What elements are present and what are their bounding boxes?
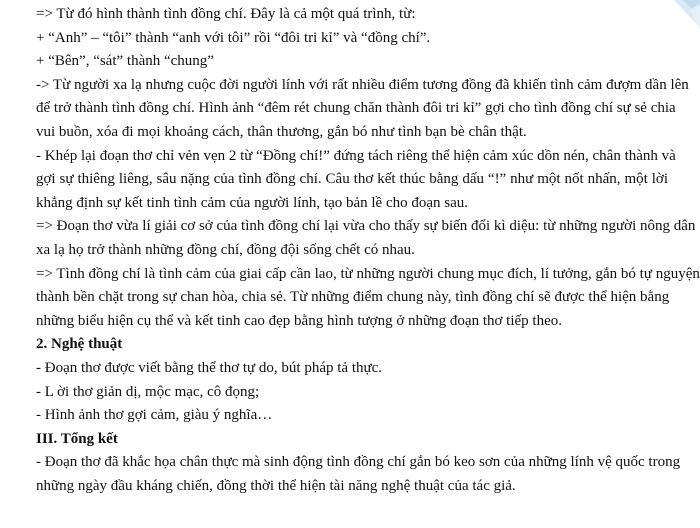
text-line-content: thành bền chặt trong sự chan hòa, chia sẻ. Từ những điểm chung này, tình đồng chí sẽ được thể hiện bằng	[36, 289, 670, 306]
text-line	[36, 97, 676, 121]
text-line	[36, 357, 668, 381]
text-line	[36, 168, 668, 192]
text-line	[36, 192, 668, 216]
text-line-content: khẳng định sự kết tinh tình cảm của người lính, tạo bản lề cho đoạn sau.	[36, 194, 469, 211]
text-line-content: gợi sự thiêng liêng, sâu nặng của tình đồng chí. Câu thơ kết thúc bằng dấu “!” như một nốt nhấn, một lời	[36, 171, 668, 188]
text-line	[36, 215, 696, 239]
text-line-content: -> Từ người xa lạ nhưng cuộc đời người lính với rất nhiều điểm tương đồng đã khiến tình cảm đượm dần lên	[36, 76, 689, 93]
text-line-content: để trở thành tình đồng chí. Hình ảnh “đêm rét chung chăn thành đôi tri kỉ” gợi cho tình đồng chí sự sẻ chia	[36, 100, 676, 117]
text-line	[36, 381, 668, 405]
text-line-content: vui buồn, xóa đi mọi khoảng cách, thân thương, gắn bó như tình bạn bè chân thật.	[36, 123, 527, 140]
text-line-content: những ngày đầu kháng chiến, đồng thời thể hiện tài năng nghệ thuật của tác giả.	[36, 477, 516, 494]
section-heading	[36, 333, 668, 357]
document-body	[36, 3, 700, 498]
text-line-content: - Khép lại đoạn thơ chỉ vẻn vẹn 2 từ “Đồng chí!” đứng tách riêng thể hiện cảm xúc dồn nén, chân thành và	[36, 147, 676, 164]
text-line-content: + “Bên”, “sát” thành “chung”	[36, 53, 214, 70]
text-line-content: => Từ đó hình thành tình đồng chí. Đây là cả một quá trình, từ:	[36, 6, 416, 22]
text-line-content: 2. Nghệ thuật	[36, 336, 123, 353]
text-line-content: => Đoạn thơ vừa lí giải cơ sở của tình đồng chí lại vừa cho thấy sự biến đổi kì diệu: từ những người nông dân	[36, 218, 696, 235]
text-line-content: xa lạ họ trở thành những đồng chí, đồng đội sống chết có nhau.	[36, 241, 415, 258]
text-line	[36, 310, 668, 334]
text-line	[36, 3, 668, 27]
section-heading	[36, 428, 668, 452]
text-line-content: + “Anh” – “tôi” thành “anh với tôi” rồi “đôi tri kỉ” và “đồng chí”.	[36, 29, 431, 46]
text-line-content: III. Tổng kết	[36, 430, 118, 447]
text-line	[36, 50, 668, 74]
text-line	[36, 27, 668, 51]
text-line	[36, 74, 689, 98]
text-line	[36, 286, 668, 310]
text-line	[36, 263, 700, 287]
text-line-content: => Tình đồng chí là tình cảm của giai cấp cần lao, từ những người chung mục đích, lí tưởng, gắn bó tự nguyện	[36, 265, 700, 282]
text-line	[36, 145, 676, 169]
text-line-content: - L ời thơ giản dị, mộc mạc, cô đọng;	[36, 383, 260, 400]
text-line-content: - Hình ảnh thơ gợi cảm, giàu ý nghĩa…	[36, 407, 273, 424]
text-line	[36, 475, 668, 499]
text-line	[36, 239, 668, 263]
text-line-content: những biểu hiện cụ thể và kết tinh cao đẹp bằng hình tượng ở những đoạn thơ tiếp theo.	[36, 312, 562, 329]
text-line	[36, 404, 668, 428]
text-line	[36, 121, 668, 145]
text-line	[36, 451, 681, 475]
text-line-content: - Đoạn thơ được viết bằng thể thơ tự do, bút pháp tả thực.	[36, 359, 383, 376]
text-line-content: - Đoạn thơ đã khắc họa chân thực mà sinh động tình đồng chí gắn bó keo sơn của những lính vệ quốc trong	[36, 454, 681, 471]
